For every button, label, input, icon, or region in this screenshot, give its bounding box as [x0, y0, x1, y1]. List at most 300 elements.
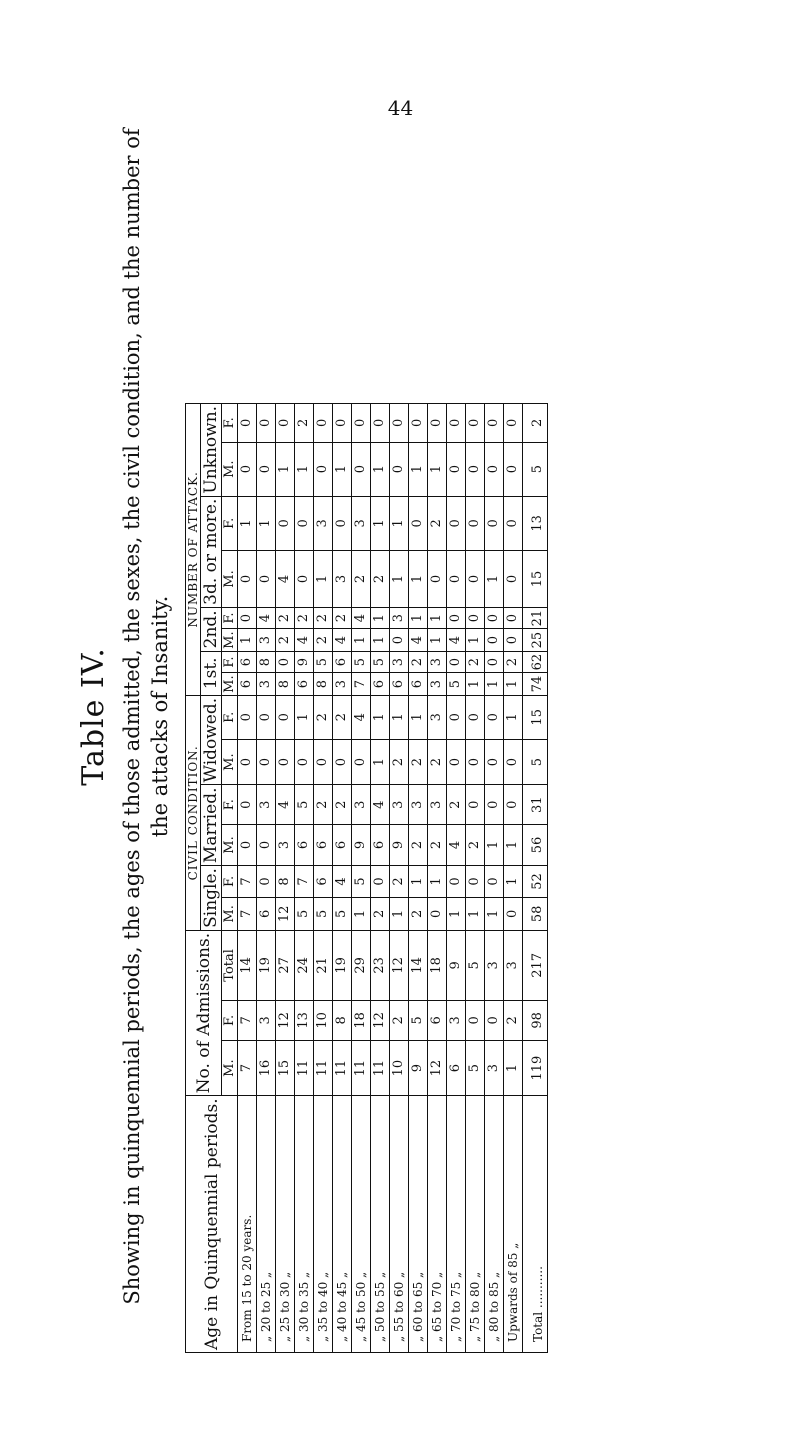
- cell-a3m: 1: [314, 551, 333, 608]
- cell-sf: 0: [485, 866, 504, 898]
- cell-wf: 1: [295, 695, 314, 739]
- total-sf: 52: [523, 866, 548, 898]
- cell-um: 0: [466, 442, 485, 496]
- cell-af: 7: [238, 1000, 257, 1040]
- cell-sf: 0: [257, 866, 276, 898]
- table-row: [504, 403, 523, 1352]
- cell-wm: 2: [428, 739, 447, 785]
- subheader-single-f: F.: [222, 866, 238, 898]
- cell-um: 1: [428, 442, 447, 496]
- cell-um: 0: [485, 442, 504, 496]
- age-period-cell: „ 55 to 60 „: [390, 1096, 409, 1353]
- cell-uf: 0: [485, 403, 504, 442]
- cell-af: 5: [409, 1000, 428, 1040]
- age-period-cell: „ 50 to 55 „: [371, 1096, 390, 1353]
- cell-at: 27: [276, 930, 295, 1000]
- cell-a3m: 0: [295, 551, 314, 608]
- cell-mm: 6: [314, 824, 333, 865]
- totals-label: Total ...........: [523, 1096, 548, 1353]
- total-a3f: 13: [523, 496, 548, 550]
- cell-a3f: 0: [485, 496, 504, 550]
- cell-a2f: 2: [295, 607, 314, 629]
- cell-mf: 4: [371, 785, 390, 824]
- cell-at: 3: [504, 930, 523, 1000]
- cell-wf: 1: [390, 695, 409, 739]
- cell-a3f: 0: [333, 496, 352, 550]
- cell-am: 10: [390, 1040, 409, 1095]
- cell-um: 0: [238, 442, 257, 496]
- cell-af: 2: [390, 1000, 409, 1040]
- cell-um: 1: [295, 442, 314, 496]
- cell-am: 16: [257, 1040, 276, 1095]
- table-row: [333, 403, 352, 1352]
- cell-am: 7: [238, 1040, 257, 1095]
- cell-a2m: 4: [447, 629, 466, 651]
- cell-mm: 0: [257, 824, 276, 865]
- cell-uf: 0: [352, 403, 371, 442]
- header-unknown-attack: Unknown.: [201, 403, 222, 496]
- subheader-admissions-total: Total: [222, 930, 238, 1000]
- cell-a3m: 2: [371, 551, 390, 608]
- cell-wf: 1: [371, 695, 390, 739]
- cell-a3m: 0: [257, 551, 276, 608]
- totals-row: [523, 403, 548, 1352]
- cell-af: 2: [504, 1000, 523, 1040]
- cell-a1m: 8: [276, 673, 295, 695]
- cell-um: 1: [276, 442, 295, 496]
- cell-um: 0: [257, 442, 276, 496]
- cell-a2m: 2: [314, 629, 333, 651]
- total-a3m: 15: [523, 551, 548, 608]
- cell-mf: 3: [428, 785, 447, 824]
- age-period-cell: „ 60 to 65 „: [409, 1096, 428, 1353]
- table-row: [257, 403, 276, 1352]
- cell-a3f: 0: [504, 496, 523, 550]
- header-civil-condition: CIVIL CONDITION.: [186, 695, 201, 930]
- total-am: 119: [523, 1040, 548, 1095]
- table-subtitle-line1: Showing in quinquennial periods, the ages of those admitted, the sexes, the civil condition, and the number of: [120, 128, 144, 1305]
- cell-um: 0: [447, 442, 466, 496]
- cell-mf: 3: [257, 785, 276, 824]
- cell-mf: 3: [352, 785, 371, 824]
- cell-mm: 2: [428, 824, 447, 865]
- age-period-cell: „ 75 to 80 „: [466, 1096, 485, 1353]
- cell-wm: 0: [257, 739, 276, 785]
- cell-um: 0: [314, 442, 333, 496]
- cell-a1m: 3: [428, 673, 447, 695]
- cell-um: 1: [409, 442, 428, 496]
- table-row: [428, 403, 447, 1352]
- table-row: [390, 403, 409, 1352]
- cell-at: 23: [371, 930, 390, 1000]
- cell-sf: 1: [409, 866, 428, 898]
- cell-mf: 0: [466, 785, 485, 824]
- cell-a3m: 1: [390, 551, 409, 608]
- cell-um: 0: [504, 442, 523, 496]
- table-row: [485, 403, 504, 1352]
- cell-wm: 0: [333, 739, 352, 785]
- header-first-attack: 1st.: [201, 651, 222, 695]
- cell-af: 8: [333, 1000, 352, 1040]
- table-body: [238, 403, 548, 1352]
- total-wm: 5: [523, 739, 548, 785]
- cell-a1f: 3: [428, 651, 447, 673]
- cell-a1m: 5: [447, 673, 466, 695]
- subheader-admissions-m: M.: [222, 1040, 238, 1095]
- age-period-cell: „ 25 to 30 „: [276, 1096, 295, 1353]
- cell-a2f: 1: [409, 607, 428, 629]
- cell-at: 14: [409, 930, 428, 1000]
- cell-a3f: 0: [447, 496, 466, 550]
- cell-wm: 0: [466, 739, 485, 785]
- cell-a1f: 5: [371, 651, 390, 673]
- total-a2f: 21: [523, 607, 548, 629]
- cell-a2m: 4: [333, 629, 352, 651]
- cell-a3m: 0: [428, 551, 447, 608]
- cell-a3f: 0: [409, 496, 428, 550]
- cell-a1f: 5: [352, 651, 371, 673]
- cell-wf: 0: [257, 695, 276, 739]
- cell-sf: 0: [466, 866, 485, 898]
- cell-a1m: 8: [314, 673, 333, 695]
- cell-at: 19: [257, 930, 276, 1000]
- cell-a3m: 2: [352, 551, 371, 608]
- cell-a2m: 0: [504, 629, 523, 651]
- cell-a2f: 2: [333, 607, 352, 629]
- subheader-third-m: M.: [222, 551, 238, 608]
- cell-a3f: 0: [466, 496, 485, 550]
- cell-sm: 0: [428, 897, 447, 930]
- cell-am: 9: [409, 1040, 428, 1095]
- cell-um: 1: [333, 442, 352, 496]
- cell-a1m: 6: [390, 673, 409, 695]
- cell-a3f: 1: [238, 496, 257, 550]
- subheader-unknown-m: M.: [222, 442, 238, 496]
- cell-mf: 2: [314, 785, 333, 824]
- cell-mm: 2: [466, 824, 485, 865]
- cell-a1m: 6: [409, 673, 428, 695]
- cell-a2f: 0: [447, 607, 466, 629]
- age-period-cell: „ 40 to 45 „: [333, 1096, 352, 1353]
- cell-wf: 0: [238, 695, 257, 739]
- cell-mm: 1: [485, 824, 504, 865]
- cell-wf: 0: [485, 695, 504, 739]
- cell-a2m: 0: [485, 629, 504, 651]
- subheader-first-m: M.: [222, 673, 238, 695]
- cell-mf: 3: [409, 785, 428, 824]
- cell-mf: 2: [447, 785, 466, 824]
- subheader-second-m: M.: [222, 629, 238, 651]
- subheader-single-m: M.: [222, 897, 238, 930]
- cell-am: 11: [295, 1040, 314, 1095]
- total-uf: 2: [523, 403, 548, 442]
- subheader-admissions-f: F.: [222, 1000, 238, 1040]
- cell-am: 11: [333, 1040, 352, 1095]
- cell-wm: 1: [371, 739, 390, 785]
- cell-a1f: 3: [390, 651, 409, 673]
- cell-sm: 2: [371, 897, 390, 930]
- page-number: 44: [387, 96, 414, 120]
- cell-um: 1: [371, 442, 390, 496]
- cell-sm: 2: [409, 897, 428, 930]
- cell-uf: 2: [295, 403, 314, 442]
- cell-wf: 1: [504, 695, 523, 739]
- cell-am: 12: [428, 1040, 447, 1095]
- cell-sm: 12: [276, 897, 295, 930]
- subheader-first-f: F.: [222, 651, 238, 673]
- header-second-attack: 2nd.: [201, 607, 222, 651]
- cell-at: 19: [333, 930, 352, 1000]
- cell-a3f: 0: [276, 496, 295, 550]
- cell-sm: 7: [238, 897, 257, 930]
- cell-a2f: 0: [504, 607, 523, 629]
- cell-uf: 0: [238, 403, 257, 442]
- cell-wm: 0: [295, 739, 314, 785]
- cell-at: 5: [466, 930, 485, 1000]
- cell-a1m: 1: [466, 673, 485, 695]
- cell-a3f: 3: [352, 496, 371, 550]
- cell-a2m: 3: [257, 629, 276, 651]
- cell-a3m: 0: [447, 551, 466, 608]
- cell-sm: 6: [257, 897, 276, 930]
- cell-mf: 2: [333, 785, 352, 824]
- cell-af: 0: [466, 1000, 485, 1040]
- cell-af: 13: [295, 1000, 314, 1040]
- cell-uf: 0: [447, 403, 466, 442]
- cell-mm: 2: [409, 824, 428, 865]
- cell-a2m: 1: [371, 629, 390, 651]
- cell-sm: 1: [466, 897, 485, 930]
- cell-a2m: 4: [409, 629, 428, 651]
- cell-af: 3: [257, 1000, 276, 1040]
- cell-a1m: 3: [257, 673, 276, 695]
- cell-mf: 0: [504, 785, 523, 824]
- cell-sf: 7: [295, 866, 314, 898]
- cell-a2f: 4: [352, 607, 371, 629]
- cell-a3m: 4: [276, 551, 295, 608]
- cell-uf: 0: [276, 403, 295, 442]
- cell-uf: 0: [257, 403, 276, 442]
- table-subtitle-line2: the attacks of Insanity.: [148, 595, 172, 838]
- cell-am: 3: [485, 1040, 504, 1095]
- subheader-married-f: F.: [222, 785, 238, 824]
- cell-mm: 9: [352, 824, 371, 865]
- cell-wm: 0: [447, 739, 466, 785]
- cell-uf: 0: [428, 403, 447, 442]
- cell-a1f: 6: [333, 651, 352, 673]
- cell-af: 10: [314, 1000, 333, 1040]
- cell-a1f: 5: [314, 651, 333, 673]
- cell-a2f: 2: [314, 607, 333, 629]
- cell-sm: 1: [390, 897, 409, 930]
- cell-wm: 0: [276, 739, 295, 785]
- total-mm: 56: [523, 824, 548, 865]
- cell-a1m: 1: [485, 673, 504, 695]
- cell-sf: 0: [371, 866, 390, 898]
- age-period-cell: „ 70 to 75 „: [447, 1096, 466, 1353]
- header-widowed: Widowed.: [201, 695, 222, 785]
- cell-mm: 0: [238, 824, 257, 865]
- cell-a1m: 1: [504, 673, 523, 695]
- table-row: [409, 403, 428, 1352]
- cell-a2f: 3: [390, 607, 409, 629]
- cell-a2m: 1: [352, 629, 371, 651]
- cell-wm: 0: [314, 739, 333, 785]
- cell-a3f: 1: [390, 496, 409, 550]
- cell-wm: 0: [504, 739, 523, 785]
- cell-a1f: 0: [447, 651, 466, 673]
- cell-mf: 0: [485, 785, 504, 824]
- cell-uf: 0: [409, 403, 428, 442]
- cell-a3f: 1: [257, 496, 276, 550]
- cell-a2f: 0: [466, 607, 485, 629]
- cell-mf: 0: [238, 785, 257, 824]
- cell-a2m: 2: [276, 629, 295, 651]
- cell-a1f: 2: [409, 651, 428, 673]
- cell-a2m: 1: [428, 629, 447, 651]
- header-admissions: No. of Admissions.: [186, 930, 222, 1095]
- subheader-widowed-f: F.: [222, 695, 238, 739]
- age-period-cell: „ 45 to 50 „: [352, 1096, 371, 1353]
- cell-wf: 2: [333, 695, 352, 739]
- cell-at: 21: [314, 930, 333, 1000]
- cell-sm: 1: [352, 897, 371, 930]
- cell-mm: 9: [390, 824, 409, 865]
- cell-uf: 0: [314, 403, 333, 442]
- cell-a3f: 1: [371, 496, 390, 550]
- cell-a1m: 6: [295, 673, 314, 695]
- statistics-table: [185, 403, 548, 1353]
- cell-sf: 7: [238, 866, 257, 898]
- cell-af: 3: [447, 1000, 466, 1040]
- cell-sf: 1: [504, 866, 523, 898]
- cell-uf: 0: [371, 403, 390, 442]
- age-period-cell: From 15 to 20 years.: [238, 1096, 257, 1353]
- header-single: Single.: [201, 866, 222, 931]
- cell-a1f: 2: [466, 651, 485, 673]
- cell-am: 5: [466, 1040, 485, 1095]
- cell-sm: 5: [314, 897, 333, 930]
- cell-um: 0: [390, 442, 409, 496]
- cell-a3f: 2: [428, 496, 447, 550]
- cell-a3m: 0: [466, 551, 485, 608]
- cell-wf: 0: [276, 695, 295, 739]
- cell-am: 1: [504, 1040, 523, 1095]
- table-row: [352, 403, 371, 1352]
- total-um: 5: [523, 442, 548, 496]
- cell-sf: 8: [276, 866, 295, 898]
- total-af: 98: [523, 1000, 548, 1040]
- subheader-unknown-f: F.: [222, 403, 238, 442]
- table-row: [276, 403, 295, 1352]
- cell-a2m: 1: [238, 629, 257, 651]
- cell-am: 15: [276, 1040, 295, 1095]
- cell-am: 11: [371, 1040, 390, 1095]
- table-row: [314, 403, 333, 1352]
- cell-sm: 5: [333, 897, 352, 930]
- cell-a2f: 0: [238, 607, 257, 629]
- age-period-cell: „ 20 to 25 „: [257, 1096, 276, 1353]
- total-mf: 31: [523, 785, 548, 824]
- cell-a2m: 4: [295, 629, 314, 651]
- table-title: Table IV.: [76, 647, 111, 786]
- cell-a1m: 6: [371, 673, 390, 695]
- cell-af: 18: [352, 1000, 371, 1040]
- cell-sm: 1: [447, 897, 466, 930]
- cell-uf: 0: [466, 403, 485, 442]
- cell-af: 6: [428, 1000, 447, 1040]
- cell-at: 18: [428, 930, 447, 1000]
- cell-uf: 0: [504, 403, 523, 442]
- total-a1f: 62: [523, 651, 548, 673]
- age-period-cell: „ 30 to 35 „: [295, 1096, 314, 1353]
- cell-wm: 0: [352, 739, 371, 785]
- cell-mf: 3: [390, 785, 409, 824]
- cell-a1f: 0: [485, 651, 504, 673]
- cell-a3m: 0: [504, 551, 523, 608]
- header-married: Married.: [201, 785, 222, 866]
- header-third-or-more-attack: 3d. or more.: [201, 496, 222, 607]
- cell-a2f: 1: [428, 607, 447, 629]
- cell-wf: 0: [466, 695, 485, 739]
- cell-wf: 3: [428, 695, 447, 739]
- cell-sf: 2: [390, 866, 409, 898]
- subheader-third-f: F.: [222, 496, 238, 550]
- cell-at: 24: [295, 930, 314, 1000]
- cell-sm: 1: [485, 897, 504, 930]
- cell-a2f: 1: [371, 607, 390, 629]
- cell-a2m: 1: [466, 629, 485, 651]
- cell-am: 6: [447, 1040, 466, 1095]
- age-period-cell: „ 80 to 85 „: [485, 1096, 504, 1353]
- cell-a1f: 2: [504, 651, 523, 673]
- header-number-of-attack: NUMBER OF ATTACK.: [186, 403, 201, 695]
- table-row: [466, 403, 485, 1352]
- cell-am: 11: [352, 1040, 371, 1095]
- subheader-second-f: F.: [222, 607, 238, 629]
- cell-a3f: 3: [314, 496, 333, 550]
- cell-mf: 5: [295, 785, 314, 824]
- cell-mm: 6: [333, 824, 352, 865]
- cell-af: 12: [276, 1000, 295, 1040]
- age-period-cell: Upwards of 85 „: [504, 1096, 523, 1353]
- cell-a1f: 0: [276, 651, 295, 673]
- total-a1m: 74: [523, 673, 548, 695]
- cell-mm: 4: [447, 824, 466, 865]
- cell-a1m: 3: [333, 673, 352, 695]
- subheader-married-m: M.: [222, 824, 238, 865]
- cell-a2m: 0: [390, 629, 409, 651]
- cell-wf: 4: [352, 695, 371, 739]
- cell-a3m: 0: [238, 551, 257, 608]
- table-row: [238, 403, 257, 1352]
- cell-a1f: 9: [295, 651, 314, 673]
- subheader-widowed-m: M.: [222, 739, 238, 785]
- cell-sm: 5: [295, 897, 314, 930]
- cell-sf: 5: [352, 866, 371, 898]
- cell-wm: 0: [238, 739, 257, 785]
- cell-wf: 0: [447, 695, 466, 739]
- cell-wm: 2: [409, 739, 428, 785]
- cell-sf: 0: [447, 866, 466, 898]
- age-period-cell: „ 65 to 70 „: [428, 1096, 447, 1353]
- cell-mf: 4: [276, 785, 295, 824]
- total-at: 217: [523, 930, 548, 1000]
- cell-a1f: 8: [257, 651, 276, 673]
- cell-af: 12: [371, 1000, 390, 1040]
- cell-at: 29: [352, 930, 371, 1000]
- cell-a3f: 0: [295, 496, 314, 550]
